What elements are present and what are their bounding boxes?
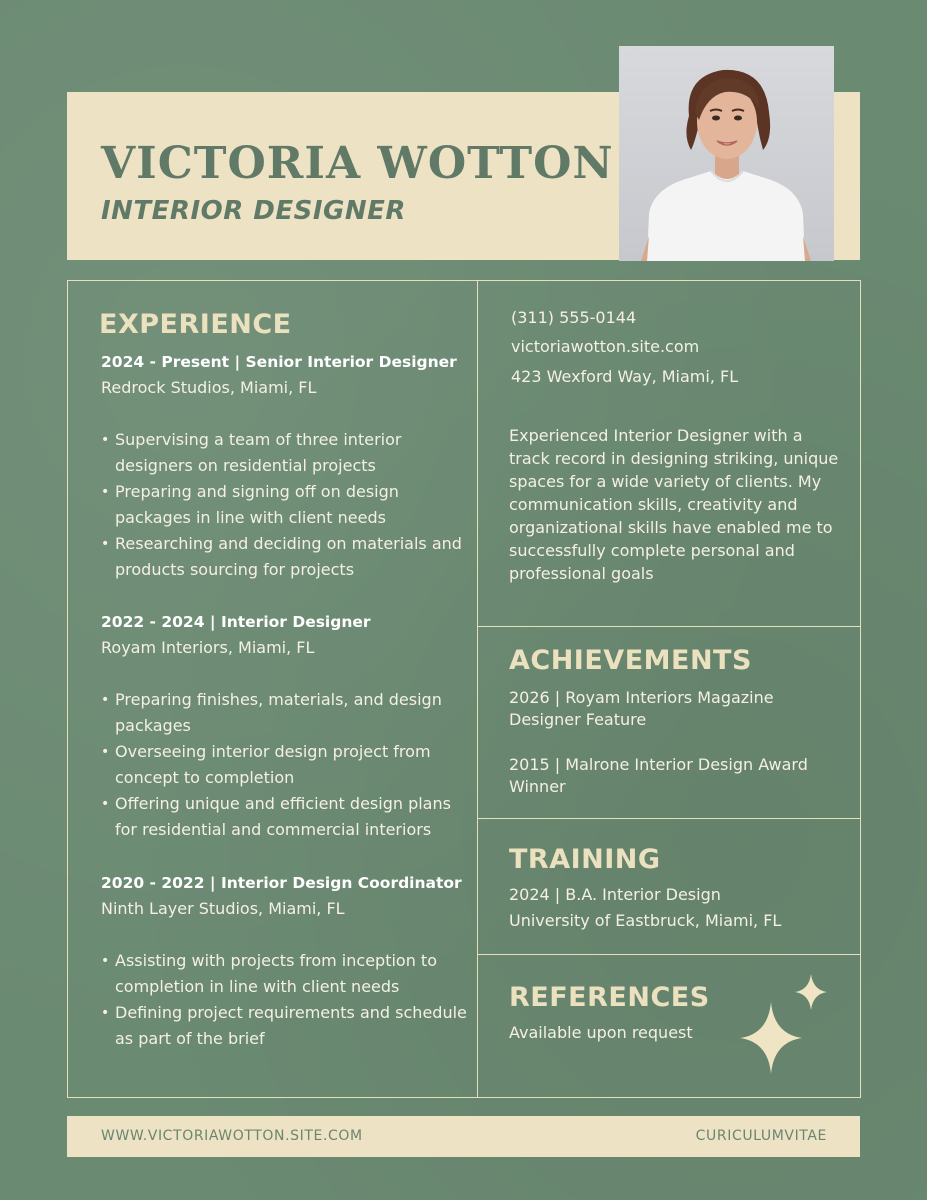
list-item: • Preparing and signing off on design packages in line with client needs — [101, 482, 399, 527]
divider-references — [477, 954, 860, 955]
job-bullets — [101, 687, 471, 843]
contact-website: victoriawotton.site.com — [511, 337, 700, 356]
achievements-title: ACHIEVEMENTS — [509, 645, 752, 676]
profile-photo — [619, 46, 834, 261]
profile-summary: Experienced Interior Designer with a track record in designing striking, unique spaces for a wide variety of clients. My communication skills, creativity and organizational skills have enabled me to successfully complete personal and professional goals — [509, 426, 839, 583]
job-company: Ninth Layer Studios, Miami, FL — [101, 899, 345, 918]
experience-entry — [101, 349, 471, 583]
experience-title: EXPERIENCE — [99, 309, 292, 340]
references-text: Available upon request — [509, 1023, 693, 1042]
job-bullets — [101, 948, 471, 1052]
list-item: • Preparing finishes, materials, and design packages — [101, 690, 442, 735]
job-heading: 2020 - 2022 | Interior Design Coordinator — [101, 874, 462, 892]
column-divider — [477, 280, 478, 1098]
contact-phone: (311) 555-0144 — [511, 308, 637, 327]
job-company: Redrock Studios, Miami, FL — [101, 378, 317, 397]
references-title: REFERENCES — [509, 982, 710, 1013]
list-item: • Overseeing interior design project from concept to completion — [101, 742, 431, 787]
contact-address: 423 Wexford Way, Miami, FL — [511, 367, 739, 386]
divider-training — [477, 818, 860, 819]
list-item: • Supervising a team of three interior designers on residential projects — [101, 430, 402, 475]
experience-entry — [101, 609, 471, 843]
job-heading: 2024 - Present | Senior Interior Designer — [101, 353, 457, 371]
training-degree: 2024 | B.A. Interior Design — [509, 885, 721, 904]
sparkle-icon — [738, 972, 830, 1076]
training-school: University of Eastbruck, Miami, FL — [509, 911, 782, 930]
achievement-item: 2026 | Royam Interiors Magazine Designer Feature — [509, 688, 774, 729]
training-title: TRAINING — [509, 844, 661, 875]
list-item: • Researching and deciding on materials and products sourcing for projects — [101, 534, 462, 579]
list-item: • Defining project requirements and schedule as part of the brief — [101, 1003, 467, 1048]
footer-label: CURICULUMVITAE — [695, 1128, 827, 1144]
candidate-role: INTERIOR DESIGNER — [101, 196, 406, 226]
footer-website: WWW.VICTORIAWOTTON.SITE.COM — [101, 1128, 363, 1144]
candidate-name: VICTORIA WOTTON — [101, 138, 614, 189]
achievement-item: 2015 | Malrone Interior Design Award Winner — [509, 755, 808, 796]
job-company: Royam Interiors, Miami, FL — [101, 638, 315, 657]
divider-achievements — [477, 626, 860, 627]
experience-entry — [101, 870, 471, 1052]
list-item: • Assisting with projects from inception to completion in line with client needs — [101, 951, 437, 996]
job-heading: 2022 - 2024 | Interior Designer — [101, 613, 371, 631]
job-bullets — [101, 427, 471, 583]
list-item: • Offering unique and efficient design plans for residential and commercial interiors — [101, 794, 451, 839]
